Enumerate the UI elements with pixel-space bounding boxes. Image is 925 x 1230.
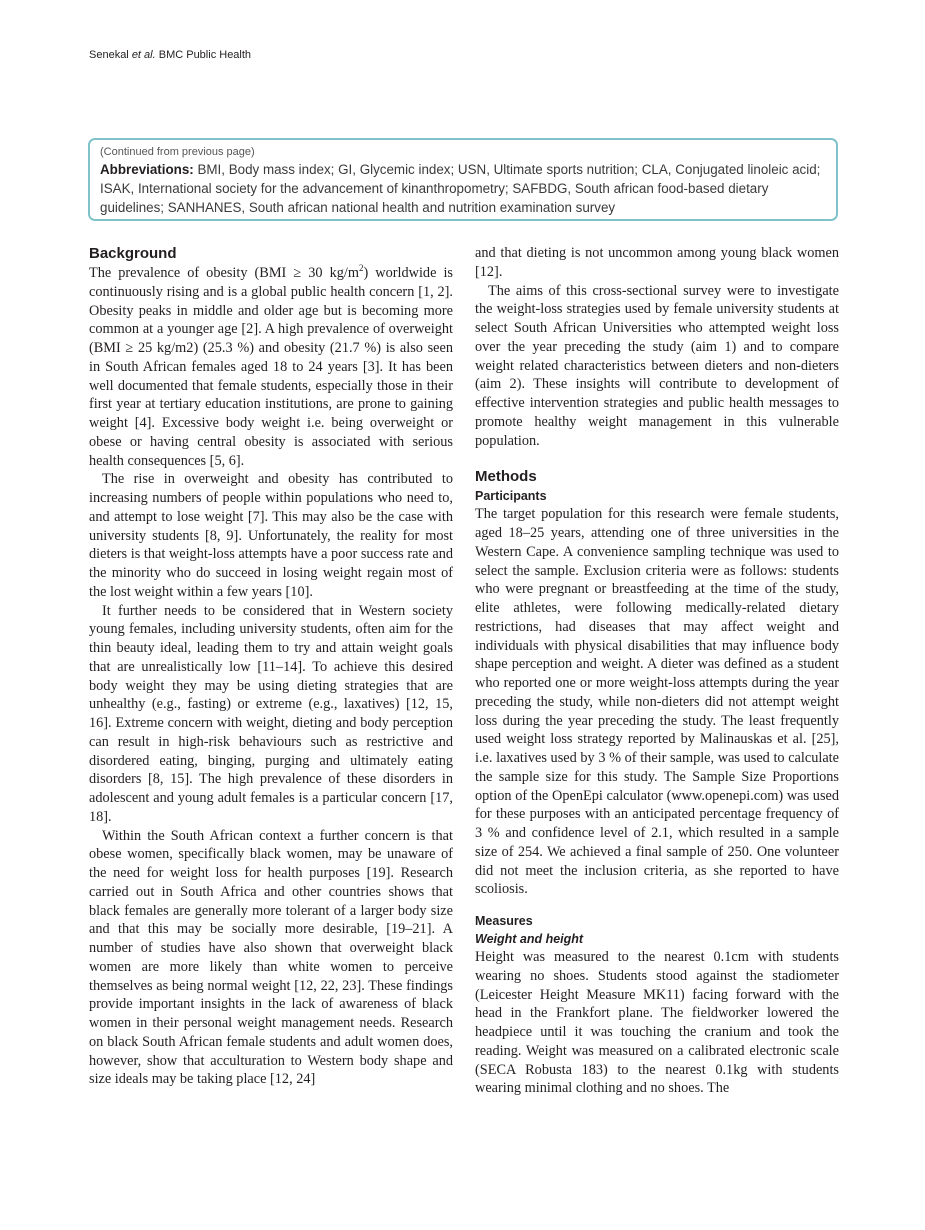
measures-heading: Measures bbox=[475, 914, 533, 928]
left-column bbox=[89, 244, 453, 1089]
background-paragraph-4: Within the South African context a further concern is that obese women, specifically black women, may be unaware of the need for weight loss for health purposes [19]. Research carried out in South Africa and other countries shows that black females are generally more tolerant of a larger body size and that this may be socially more desirable, [19–21]. A number of studies have also shown that overweight black women are more likely than white women to perceive themselves as being normal weight [12, 22, 23]. These findings provide important insights in the lack of awareness of black women in their personal weight management needs. Research on black South African female students and adult women does, however, show that acculturation to Western body shape and size ideals may be taking place [12, 24] bbox=[89, 827, 453, 1088]
weight-height-heading: Weight and height bbox=[475, 932, 584, 946]
abbreviations-text bbox=[100, 160, 826, 217]
background-paragraph-5: The aims of this cross-sectional survey were to investigate the weight-loss strategies used by female university students at select South African Universities who attempted weight loss over the year preceding the study (aim 1) and to compare weight related characteristics between dieters and non-dieters (aim 2). These insights will contribute to development of effective intervention strategies and public health messages to promote healthy weight management in this vulnerable population. bbox=[475, 282, 839, 449]
methods-heading: Methods bbox=[475, 468, 537, 486]
background-paragraph-2: The rise in overweight and obesity has contributed to increasing numbers of people within populations who need to, and attempt to lose weight [7]. This may also be the case with university students [8, 9]. Unfortunately, the reality for most dieters is that weight-loss attempts have a poor success rate and the minority who do succeed in losing weight regain most of the lost weight within a few years [10]. bbox=[89, 471, 453, 600]
abbreviations-label: Abbreviations: bbox=[100, 162, 194, 177]
running-head bbox=[89, 49, 251, 61]
abbreviations-body: BMI, Body mass index; GI, Glycemic index; USN, Ultimate sports nutrition; CLA, Conjugated linoleic acid; ISAK, International society for the advancement of kinanthropometry; SAFBDG, South african food-based dietary guidelines; SANHANES, South african national health and nutrition examination survey bbox=[100, 162, 821, 215]
participants-paragraph: The target population for this research were female students, aged 18–25 years, attending one of three universities in the Western Cape. A convenience sampling technique was used to select the sample. Exclusion criteria were as follows: students who were pregnant or breastfeeding at the time of the study, elite athletes, were following medically-related dietary restrictions, had diseases that may affect weight and individuals with physical disabilities that may influence body shape perception and weight. A dieter was defined as a student who reported one or more weight-loss attempts during the year preceding the study, while non-dieters did not attempt weight loss during the year preceding the study. The least frequently used weight loss strategy reported by Malinauskas et al. [25], i.e. laxatives used by 3 % of their sample, was used to calculate the sample size for this study. The Sample Size Proportions option of the OpenEpi calculator (www.openepi.com) was used for these purposes with an anticipated percentage frequency of 3 % and confidence level of 2.1, which resulted in a sample size of 254. We achieved a final sample of 250. One volunteer did not meet the inclusion criteria, as she reported to have scoliosis. bbox=[475, 506, 839, 898]
background-p1-sup: 2 bbox=[358, 263, 364, 274]
background-p1-end: ) worldwide is continuously rising and is a global public health concern [1, 2]. Obesity peaks in middle and older age but is becoming more common at a younger age [2]. A high prevalence of overweight (BMI ≥ 25 kg/m2) (25.3 %) and obesity (21.7 %) is also seen in South African females aged 18 to 24 years [3]. It has been well documented that female students, especially those in their first year at tertiary education institutions, are prone to gaining weight [4]. Excessive body weight i.e. being overweight or obese or having central obesity is associated with serious health consequences [5, 6]. bbox=[89, 265, 454, 469]
background-paragraph-3: It further needs to be considered that in Western society young females, including university students, often aim for the thin beauty ideal, leading them to try and attain weight goals that are unrealistically low [11–14]. To achieve this desired body weight they may be using dieting strategies that are unhealthy (e.g., fasting) or extreme (e.g., laxatives) [12, 15, 16]. Extreme concern with weight, dieting and body perception can result in high-risk behaviours such as restrictive and disordered eating, binging, purging and ultimately eating disorders [8, 15]. The high prevalence of these disorders in adolescent and young adult females is a particular concern [17, 18]. bbox=[89, 602, 453, 825]
running-head-author: Senekal bbox=[89, 49, 132, 61]
abbreviations-box bbox=[88, 138, 838, 221]
right-column bbox=[475, 244, 839, 1098]
abbreviations-continued: (Continued from previous page) bbox=[100, 146, 255, 158]
participants-heading: Participants bbox=[475, 489, 547, 504]
background-paragraph-1 bbox=[89, 264, 453, 470]
running-head-journal: BMC Public Health bbox=[155, 49, 252, 61]
running-head-etal: et al. bbox=[131, 49, 156, 61]
background-p1-start: The prevalence of obesity (BMI ≥ 30 kg/m bbox=[89, 265, 359, 281]
weight-height-paragraph: Height was measured to the nearest 0.1cm with students wearing no shoes. Students stood against the stadiometer (Leicester Height Measure MK11) facing forward with the head in the Frankfort plane. The fieldworker lowered the headpiece until it was touching the cranium and took the reading. Weight was measured on a calibrated electronic scale (SECA Robusta 183) to the nearest 0.1kg with students wearing minimal clothing and no shoes. The bbox=[475, 949, 839, 1097]
background-paragraph-4-continued: and that dieting is not uncommon among young black women [12]. bbox=[475, 245, 839, 280]
background-heading: Background bbox=[89, 245, 177, 262]
